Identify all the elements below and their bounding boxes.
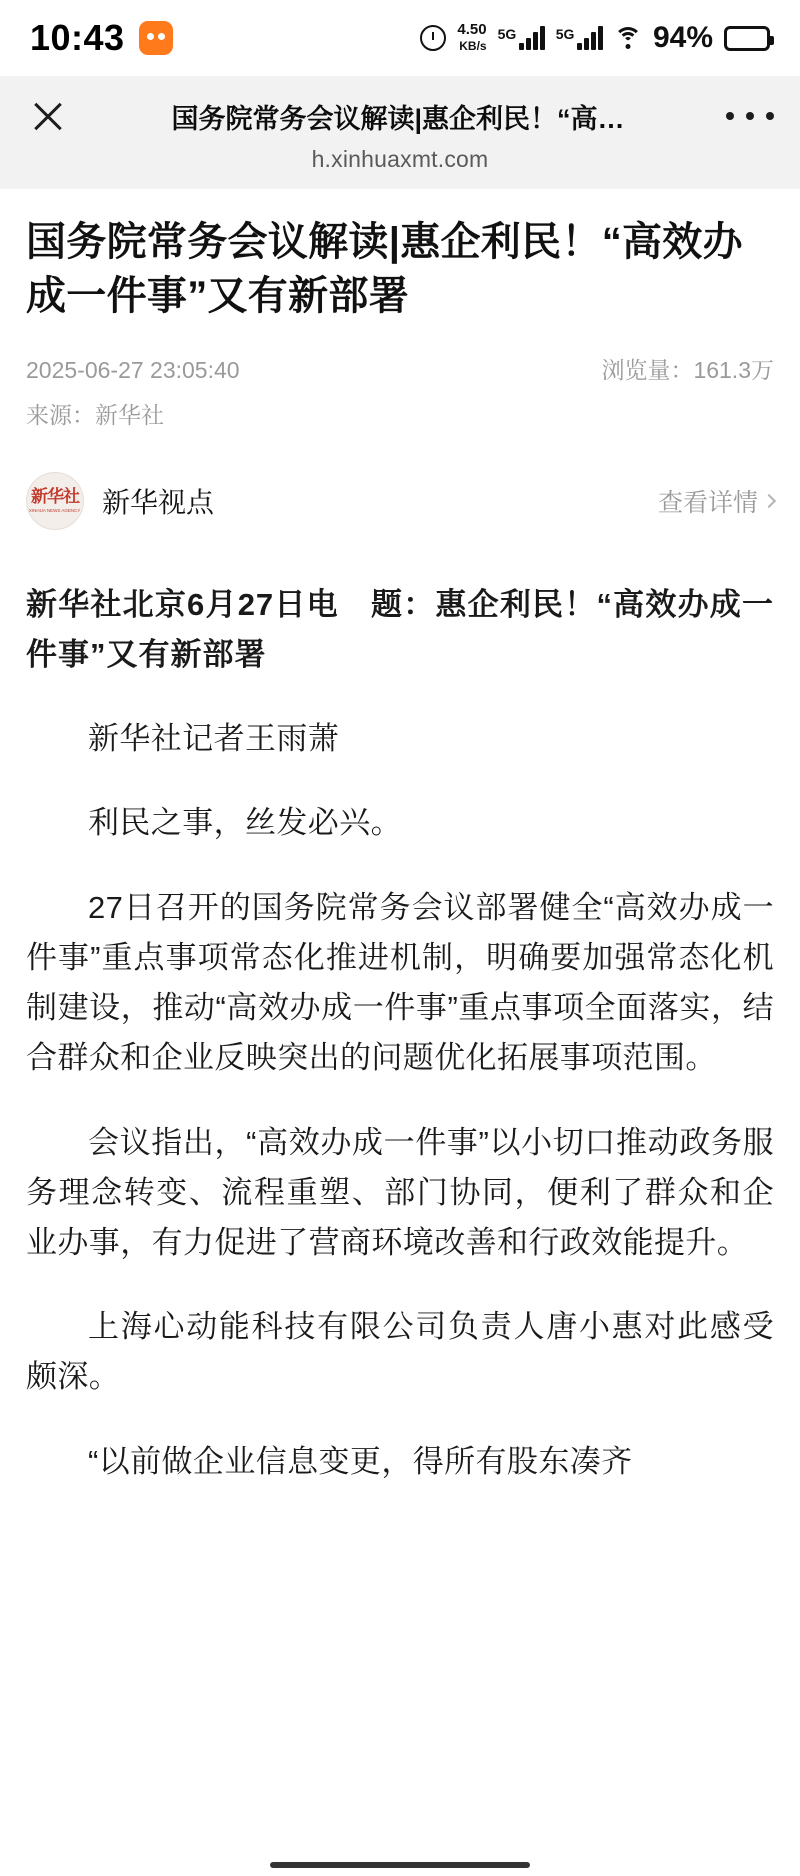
status-bar-left [30, 17, 173, 59]
publish-date: 2025-06-27 23:05:40 [26, 356, 240, 383]
article-body [26, 580, 774, 1487]
view-details-label: 查看详情 [657, 488, 758, 517]
chevron-right-icon [762, 494, 776, 508]
battery-icon [724, 26, 770, 51]
article-paragraph: “以前做企业信息变更，得所有股东凑齐 [88, 1443, 633, 1479]
article-source: 来源：新华社 [26, 401, 164, 428]
alarm-icon [420, 25, 446, 51]
signal-indicator-1 [498, 26, 545, 50]
more-options-icon[interactable] [726, 112, 774, 120]
network-speed [457, 22, 486, 54]
signal-1-bars [519, 26, 545, 50]
network-speed-unit: KB/s [459, 39, 487, 53]
status-clock: 10:43 [30, 17, 125, 58]
page-title: 国务院常务会议解读|惠企利民！“高效办成一件事”又有新部署 [26, 220, 743, 319]
avatar-cn-text: 新华社 [31, 486, 79, 506]
view-details-link[interactable] [658, 483, 774, 519]
status-bar [0, 0, 800, 76]
battery-percent: 94% [652, 21, 713, 54]
browser-header-row [26, 94, 774, 138]
article-paragraph: 上海心动能科技有限公司负责人唐小惠对此感受颇深。 [26, 1309, 774, 1395]
article-paragraph: 新华社记者王雨萧 [88, 721, 340, 757]
article-paragraph: 利民之事，丝发必兴。 [88, 805, 402, 841]
network-speed-value: 4.50 [457, 21, 487, 39]
article-meta-row [26, 352, 774, 385]
article-paragraph: 会议指出，“高效办成一件事”以小切口推动政务服务理念转变、流程重塑、部门协同，便利了群众和企业办事，有力促进了营商环境改善和行政效能提升。 [26, 1124, 774, 1260]
wifi-icon [614, 27, 642, 49]
view-count: 浏览量：161.3万 [601, 356, 774, 383]
avatar-en-text: XINHUA NEWS AGENCY [29, 508, 81, 514]
browser-url[interactable]: h.xinhuaxmt.com [311, 146, 489, 172]
signal-indicator-2 [556, 26, 603, 50]
browser-header [0, 76, 800, 189]
signal-2-label: 5G [555, 26, 575, 42]
article-paragraph: 27日召开的国务院常务会议部署健全“高效办成一件事”重点事项常态化推进机制，明确要加强常态化机制建设，推动“高效办成一件事”重点事项全面落实，结合群众和企业反映突出的问题优化拓展事项范围。 [26, 889, 774, 1076]
avatar [26, 472, 84, 530]
publisher-row[interactable] [26, 472, 774, 530]
article-content [0, 189, 800, 1876]
browser-page-title: 国务院常务会议解读|惠企利民！“高… [171, 103, 625, 134]
signal-2-bars [577, 26, 603, 50]
article-paragraph-lead: 新华社北京6月27日电 题：惠企利民！“高效办成一件事”又有新部署 [26, 586, 774, 672]
signal-1-label: 5G [497, 26, 517, 42]
status-bar-right [420, 21, 770, 55]
orange-app-icon [139, 21, 173, 55]
publisher-name: 新华视点 [102, 486, 215, 518]
close-icon[interactable] [26, 94, 70, 138]
